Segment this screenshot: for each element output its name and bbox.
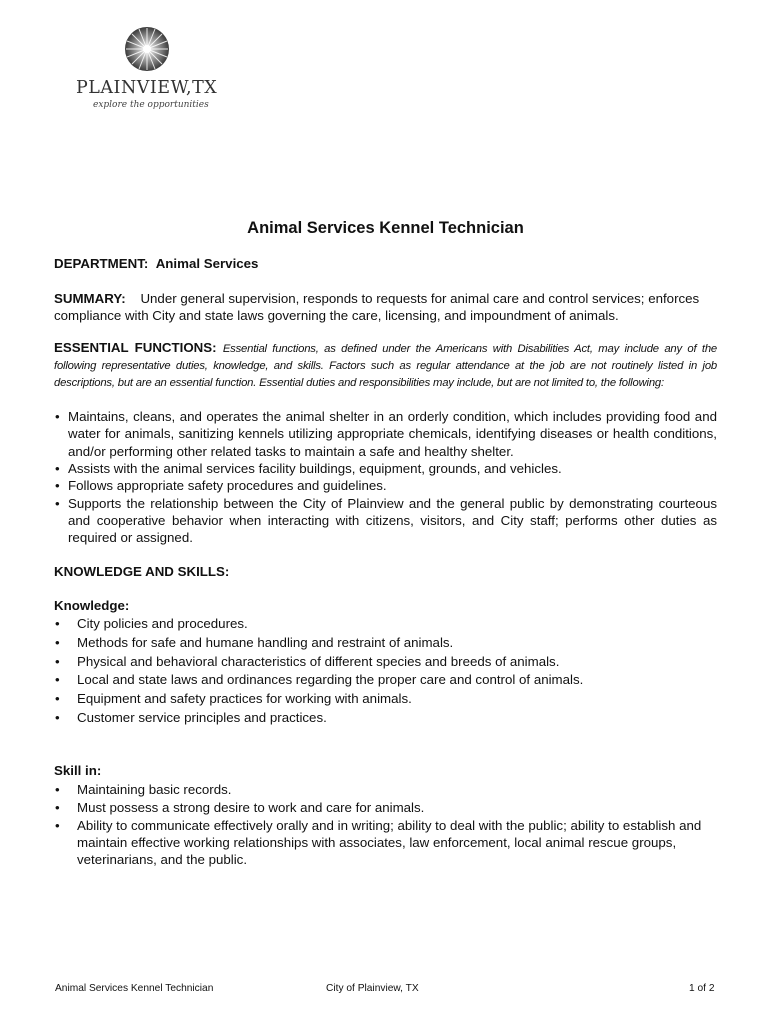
department-value: Animal Services — [155, 256, 259, 272]
skill-label: Skill in: — [54, 763, 102, 779]
footer-center: City of Plainview, TX — [326, 983, 419, 994]
list-item: • Ability to communicate effectively orally and in writing; ability to deal with the public; ability to establish and maintain effective working relationships with associates, law enforcement, local animal rescue groups, veterinarians, and the public. — [54, 817, 717, 868]
list-item: • Equipment and safety practices for working with animals. — [54, 690, 717, 709]
list-item: • Methods for safe and humane handling and restraint of animals. — [54, 634, 717, 653]
department-label: DEPARTMENT: — [54, 256, 149, 272]
summary-paragraph — [54, 290, 717, 325]
list-item: • Supports the relationship between the City of Plainview and the general public by demonstrating courteous and cooperative behavior when interacting with citizens, visitors, and City staff; performs other duties as required or assigned. — [54, 495, 717, 547]
list-item: • Physical and behavioral characteristics of different species and breeds of animals. — [54, 653, 717, 672]
list-item: • Maintaining basic records. — [54, 781, 717, 799]
essential-functions-intro: Essential functions, as defined under the Americans with Disabilities Act, may include any of the following representative duties, knowledge, and skills. Factors such as regular attendance at the job are not routinely listed in job descriptions, but are an essential function. Essential duties and responsibilities may include, but are not limited to, the following: — [54, 343, 717, 390]
footer-page-number: 1 of 2 — [689, 983, 715, 994]
list-item: • Customer service principles and practices. — [54, 709, 717, 728]
list-item: • Maintains, cleans, and operates the animal shelter in an orderly condition, which includes providing food and water for animals, sanitizing kennels utilizing appropriate chemicals, identifying diseases or health conditions, and/or performing other related tasks to maintain a safe and healthy shelter. — [54, 408, 717, 460]
logo-wordmark: PLAINVIEW,TX — [76, 78, 218, 98]
essential-functions-label: ESSENTIAL FUNCTIONS: — [54, 340, 217, 356]
list-item: • Assists with the animal services facility buildings, equipment, grounds, and vehicles. — [54, 460, 717, 477]
page-title: Animal Services Kennel Technician — [247, 219, 524, 237]
list-item: • Local and state laws and ordinances regarding the proper care and control of animals. — [54, 671, 717, 690]
knowledge-skills-heading: KNOWLEDGE AND SKILLS: — [54, 563, 230, 579]
department-line — [54, 255, 717, 272]
knowledge-label: Knowledge: — [54, 597, 130, 613]
list-item: • City policies and procedures. — [54, 615, 717, 634]
footer-left: Animal Services Kennel Technician — [55, 983, 214, 994]
logo-tagline: explore the opportunities — [93, 100, 209, 110]
essential-functions-paragraph — [54, 340, 717, 391]
summary-text: Under general supervision, responds to requests for animal care and control services; enforces compliance with City and state laws governing the care, licensing, and impoundment of animals. — [54, 290, 700, 323]
knowledge-list — [54, 615, 717, 727]
list-item: • Must possess a strong desire to work and care for animals. — [54, 799, 717, 817]
skill-list — [54, 781, 717, 868]
summary-label: SUMMARY: — [54, 290, 126, 306]
essential-functions-list — [54, 408, 717, 546]
plainview-logo — [72, 26, 222, 116]
list-item: • Follows appropriate safety procedures and guidelines. — [54, 477, 717, 494]
document-body — [54, 220, 717, 868]
sunburst-emblem-icon — [124, 26, 170, 72]
